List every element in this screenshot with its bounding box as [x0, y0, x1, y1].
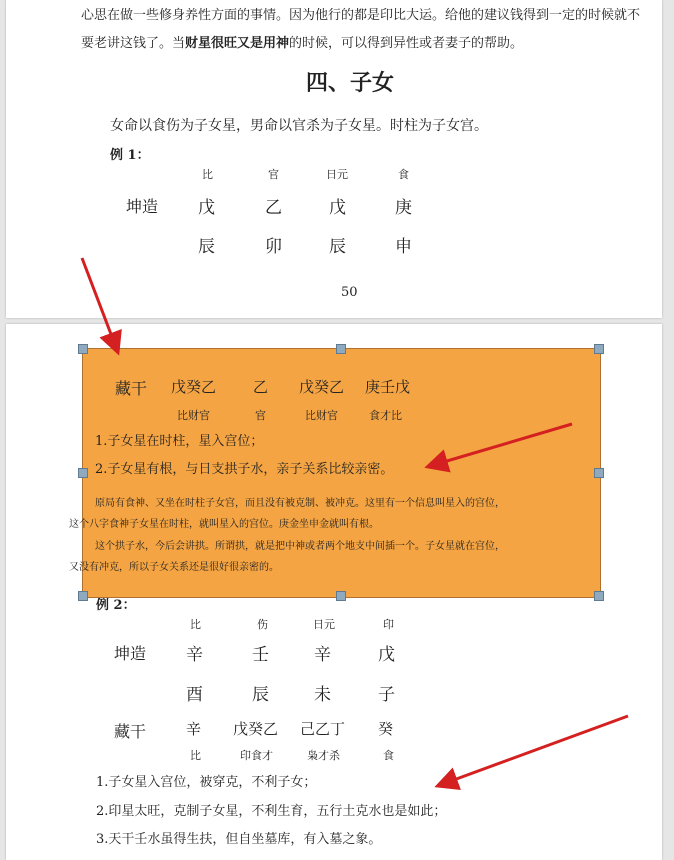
document-page-top: [6, 0, 662, 318]
example1-label: 例 1：: [110, 148, 150, 163]
text-line-top: 心思在做一些修身养性方面的事情。因为他行的都是印比大运。给他的建议钱得到一定的时候就不: [81, 8, 641, 23]
ex1-stem-2: 乙: [265, 198, 282, 218]
point-1: 1.子女星在时柱，星入宫位；: [95, 434, 264, 449]
resize-handle-top[interactable]: [336, 344, 346, 354]
resize-handle-top-left[interactable]: [78, 344, 88, 354]
ex2-stem-3: 辛: [314, 645, 331, 665]
ex2-canggan-1: 辛: [186, 720, 202, 738]
ex1-stem-3: 戊: [329, 198, 346, 218]
ex2-branch-4: 子: [378, 685, 395, 705]
resize-handle-left[interactable]: [78, 468, 88, 478]
ex2-stem-2: 壬: [252, 645, 269, 665]
ex2-stem-1: 辛: [186, 645, 203, 665]
ex2-god-1: 比: [190, 618, 201, 631]
ex1-god-4: 食: [398, 168, 409, 181]
ex1-branch-3: 辰: [329, 237, 346, 257]
canggan-1: 戊癸乙: [171, 378, 217, 396]
ex2-point-3: 3.天干壬水虽得生扶，但自坐墓库，有入墓之象。: [96, 832, 382, 847]
ex1-god-3: 日元: [326, 168, 348, 181]
ex2-canggan-2: 戊癸乙: [233, 720, 279, 738]
canggan-label: 藏干: [115, 379, 148, 398]
canggan-god-4: 食才比: [369, 409, 402, 422]
ex2-canggan-label: 藏干: [114, 722, 147, 741]
point-2: 2.子女星有根，与日支拱子水，亲子关系比较亲密。: [95, 462, 394, 477]
text-line-second-prefix: 要老讲这钱了。当: [81, 36, 186, 51]
resize-handle-bottom-left[interactable]: [78, 591, 88, 601]
paragraph-1-a: 原局有食神、又坐在时柱子女宫，而且没有被克制、被冲克。这里有一个信息叫星入的宫位，: [95, 498, 505, 509]
ex2-god-4: 印: [383, 618, 394, 631]
highlight-box[interactable]: [69, 348, 601, 598]
paragraph-2-b: 又没有冲克，所以子女关系还是很好很亲密的。: [69, 562, 279, 573]
ex1-stem-1: 戊: [198, 198, 215, 218]
ex1-god-1: 比: [202, 168, 213, 181]
ex1-branch-2: 卯: [265, 237, 282, 257]
canggan-3: 戊癸乙: [299, 378, 345, 396]
paragraph-1-b: 这个八字食神子女星在时柱，就叫星入的宫位。庚金坐申金就叫有根。: [69, 519, 379, 530]
text-line-second-bold: 财星很旺又是用神: [185, 36, 290, 51]
ex1-label: 坤造: [126, 197, 159, 216]
paragraph-2-a: 这个拱子水，今后会讲拱。所谓拱，就是把中神或者两个地支中间插一个。子女星就在宫位，: [95, 541, 505, 552]
ex2-branch-1: 酉: [186, 685, 203, 705]
canggan-god-2: 官: [255, 409, 266, 422]
ex2-canggan-god-4: 食: [383, 749, 394, 762]
ex2-point-1: 1.子女星入宫位，被穿克，不利子女；: [96, 775, 317, 790]
ex1-branch-4: 申: [395, 237, 412, 257]
resize-handle-right[interactable]: [594, 468, 604, 478]
ex2-point-2: 2.印星太旺，克制子女星，不利生育，五行土克水也是如此；: [96, 804, 447, 819]
ex2-branch-3: 未: [314, 685, 331, 705]
ex1-stem-4: 庚: [395, 198, 412, 218]
resize-handle-bottom[interactable]: [336, 591, 346, 601]
text-line-second-suffix: 的时候，可以得到异性或者妻子的帮助。: [289, 36, 524, 51]
text-line-second: [81, 32, 523, 51]
canggan-4: 庚壬戊: [365, 378, 411, 396]
canggan-god-3: 比财官: [305, 409, 338, 422]
ex1-god-2: 官: [268, 168, 279, 181]
resize-handle-bottom-right[interactable]: [594, 591, 604, 601]
ex2-canggan-3: 己乙丁: [300, 720, 346, 738]
ex2-branch-2: 辰: [252, 685, 269, 705]
resize-handle-top-right[interactable]: [594, 344, 604, 354]
canggan-god-1: 比财官: [177, 409, 210, 422]
ex2-god-3: 日元: [313, 618, 335, 631]
ex2-canggan-god-3: 枭才杀: [307, 749, 340, 762]
example2-label: 例 2：: [96, 598, 136, 613]
ex2-canggan-god-1: 比: [190, 749, 201, 762]
ex2-label: 坤造: [114, 644, 147, 663]
section-title: 四、子女: [306, 70, 395, 96]
intro-text: 女命以食伤为子女星，男命以官杀为子女星。时柱为子女宫。: [110, 118, 488, 134]
ex1-branch-1: 辰: [198, 237, 215, 257]
ex2-god-2: 伤: [257, 618, 268, 631]
ex2-canggan-god-2: 印食才: [240, 749, 273, 762]
canggan-2: 乙: [253, 378, 269, 396]
page-number: 50: [341, 285, 358, 300]
ex2-stem-4: 戊: [378, 645, 395, 665]
ex2-canggan-4: 癸: [378, 720, 394, 738]
